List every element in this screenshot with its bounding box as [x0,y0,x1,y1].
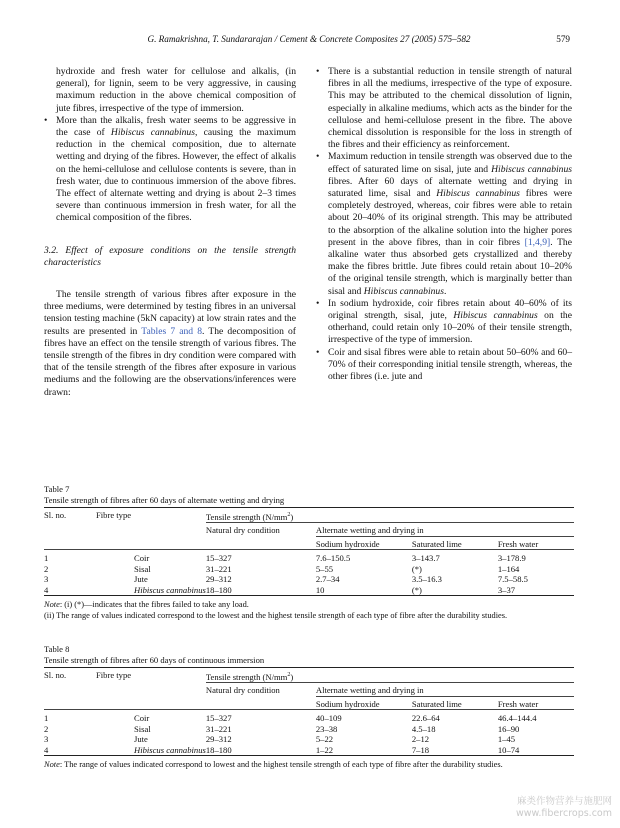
header-tensile [206,668,574,683]
cell: 2 [44,723,49,734]
cell: 5–22 [315,734,334,745]
bullet-text: , causing the maximum reduction in the chemical composition, due to alternate wetting and drying of the fibres. However, the effect of alkalis on the hemi-cellulose and cellulose contents is severe, than in fresh water, due to continuous immersion of the above fibres. The effect of alternate wetting and drying is about 2–3 times severe than continuous immersion in fresh water, for all the chemical composition of the fibres. [56,127,296,224]
bullet-text: In sodium hydroxide, coir fibres retain about 40–60% of its original strength, sisal, jute, [328,297,572,322]
watermark-url: www.fibercrops.com [515,808,612,819]
bullet-text: More than the alkalis, fresh water seems to be aggressive in the case of [56,114,296,139]
cell: Sisal [134,563,151,574]
header-fibre-type: Fibre type [96,668,206,683]
watermark-chinese: 麻类作物营养与施肥网 [516,796,612,807]
cell: 31–221 [205,563,232,574]
data-table [44,667,574,756]
cell: 7.5–58.5 [497,574,528,585]
running-header [48,34,570,50]
cell: 5–55 [315,563,334,574]
note-text: : (i) (*)—indicates that the fibres failed to take any load. [59,600,249,610]
table-label: Table 7 [44,484,70,494]
cell: 10–74 [498,745,574,756]
header-saturated-lime: Saturated lime [412,696,498,710]
cell: 1 [44,553,49,564]
page-number: 579 [556,34,570,44]
bullet-text: . The alkaline water thus absorbed gets crystallized and thereby make the fibres brittle. Jute fibres could retain about 10–20% of the original tensile strength, which is marginally better than sisal and [328,236,572,297]
cell: 4 [44,745,96,756]
cell: 15–327 [205,553,232,564]
table-row [44,710,574,724]
bullet-text: fibres were completely destroyed, whereas, coir fibres were able to retain about 20–40% of its original strength. This may be attributed to the absorption of the alkaline solution into the higher pores present in the above fibres, than in coir fibres [328,188,573,248]
cell: 31–221 [205,723,232,734]
paragraph-text: The tensile strength of various fibres after exposure in the three mediums, were determined by testing fibres in an universal tension testing machine (5kN capacity) at low strain rates and the results are presented in [44,289,296,337]
header-sodium-hydroxide: Sodium hydroxide [316,696,412,710]
right-column [316,66,572,383]
cell: 3–37 [498,585,574,596]
species-name: Hibiscus cannabinus [110,127,195,139]
cell: Jute [134,574,148,585]
cell: Hibiscus cannabinus [96,585,206,596]
cell: 3 [44,574,49,585]
cell: 29–312 [205,574,232,585]
note-label: Note [44,760,60,770]
header-tensile [206,508,574,523]
watermark [516,796,612,820]
cell: 3.5–16.3 [411,574,442,585]
header-slno: Sl. no. [44,508,96,523]
cell: 7–18 [412,745,498,756]
cell: Jute [134,734,148,745]
table-row [44,550,574,564]
cell: 3 [44,734,49,745]
table-row [44,564,574,575]
table-caption: Tensile strength of fibres after 60 days of continuous immersion [44,654,265,665]
running-title: G. Ramakrishna, T. Sundararajan / Cement & Concrete Composites 27 (2005) 575–582 [147,34,471,44]
citation-link[interactable]: [1,4,9] [524,236,551,248]
header-text: ) [290,671,294,682]
header-text: Tensile strength (N/mm [205,671,288,682]
bullet-text: . [443,285,447,297]
species-name: Hibiscus cannabinus [436,188,520,200]
bullet-reduction: • There is a substantial reduction in tensile strength of natural fibres in all the mediums, irrespective of the type of exposure. This may be attributed to the chemical dissolution of lignin, especially in alkaline mediums, which acts as the binder for the cellulose and hemi-cellulose present in the fibre. The above chemical dissolution is responsible for the loss in strength of the fibres and their efficiency as reinforcement. [316,66,572,151]
cell: 1–164 [497,563,520,574]
cell: (*) [411,563,422,574]
bullet-coir-sisal: • Coir and sisal fibres were able to retain about 50–60% and 60–70% of their corresponding initial tensile strength, whereas, the other fibres (i.e. jute and [316,347,572,384]
cell: 1–45 [497,734,516,745]
table-8 [44,644,574,770]
note-text: (ii) The range of values indicated correspond to the lowest and the highest tensile strength of each type of fibre after the durability studies. [44,611,508,621]
bullet-saturated-lime [316,151,572,297]
header-natural: Natural dry condition [205,525,280,536]
cell: 29–312 [205,734,232,745]
species-name: Hibiscus cannabinus [453,310,538,322]
cell: Sisal [134,723,151,734]
cell: 16–90 [497,723,520,734]
header-sup: 2 [287,512,291,518]
continued-bullet-text: hydroxide and fresh water for cellulose and alkalis, (in general), for lignin, seem to be very aggressive, in causing maximum reduction in the above chemical composition of jute fibres, irrespective of the type of immersion. [56,66,296,114]
header-natural: Natural dry condition [205,685,280,696]
table-label: Table 8 [44,644,70,654]
bullet-text: fibres. After 60 days of alternate wetting and drying in saturated lime, sisal and [328,175,572,200]
cell: 46.4–144.4 [497,713,537,724]
table-note [44,759,574,770]
left-column [44,66,296,399]
cell: 2 [44,563,49,574]
data-table [44,507,574,596]
cell: Hibiscus cannabinus [96,745,206,756]
table-note [44,599,574,621]
header-sup: 2 [287,672,291,678]
cell: Coir [134,553,150,564]
header-fresh-water: Fresh water [498,536,574,550]
cell: 4.5–18 [411,723,436,734]
cell: 1–22 [316,745,412,756]
cell: 15–327 [205,713,232,724]
cell: 3–178.9 [497,553,526,564]
header-text: Tensile strength (N/mm [205,511,288,522]
species-name: Hibiscus cannabinus [363,285,444,297]
cell: (*) [412,585,498,596]
table-row [44,574,574,585]
header-fibre-type: Fibre type [96,508,206,523]
header-saturated-lime: Saturated lime [412,536,498,550]
header-sodium-hydroxide: Sodium hydroxide [316,536,412,550]
cell: 40–109 [315,713,342,724]
section-heading: 3.2. Effect of exposure conditions on the tensile strength characteristics [44,244,296,268]
header-text: ) [290,511,294,522]
cell: 10 [316,585,412,596]
header-alternate: Alternate wetting and drying in [316,683,574,697]
paragraph-text: . The decomposition of fibres have an effect on the tensile strength of various fibres. The tensile strength of the fibres in dry condition were compared with that of the tensile strength of the fibres after exposure in various mediums and the following are the observations/inferences were drawn: [44,325,296,398]
species-name: Hibiscus cannabinus [491,163,572,175]
bullet-fresh-water [44,115,296,225]
cell: 3–143.7 [411,553,440,564]
note-label: Note [44,600,60,610]
cell: 2–12 [411,734,430,745]
cell: 18–180 [206,585,316,596]
bullet-sodium-hydroxide [316,298,572,347]
cell: 7.6–150.5 [315,553,351,564]
table-caption: Tensile strength of fibres after 60 days of alternate wetting and drying [44,494,285,505]
header-alternate: Alternate wetting and drying in [316,523,574,537]
table-row [44,734,574,745]
cell: 22.6–64 [411,713,440,724]
bullet-text: Maximum reduction in tensile strength was observed due to the effect of saturated lime on sisal, jute and [328,151,572,175]
note-text: : The range of values indicated correspond to lowest and the highest tensile strength of each type of fibre after the durability studies. [59,760,503,770]
cell: Coir [134,713,150,724]
table-row [44,724,574,735]
tables-7-8-link[interactable]: Tables 7 and 8 [141,325,203,337]
table-row [44,745,574,756]
cell: 4 [44,585,96,596]
table-7 [44,484,574,621]
body-paragraph [44,289,296,399]
bullet-text: on the otherhand, could retain only 10–20% of their tensile strength, irrespective of the type of immersion. [328,310,572,346]
cell: 1 [44,713,49,724]
cell: 18–180 [206,745,316,756]
header-slno: Sl. no. [44,668,96,683]
header-fresh-water: Fresh water [498,696,574,710]
cell: 2.7–34 [315,574,340,585]
cell: 23–38 [315,723,338,734]
table-row [44,585,574,596]
